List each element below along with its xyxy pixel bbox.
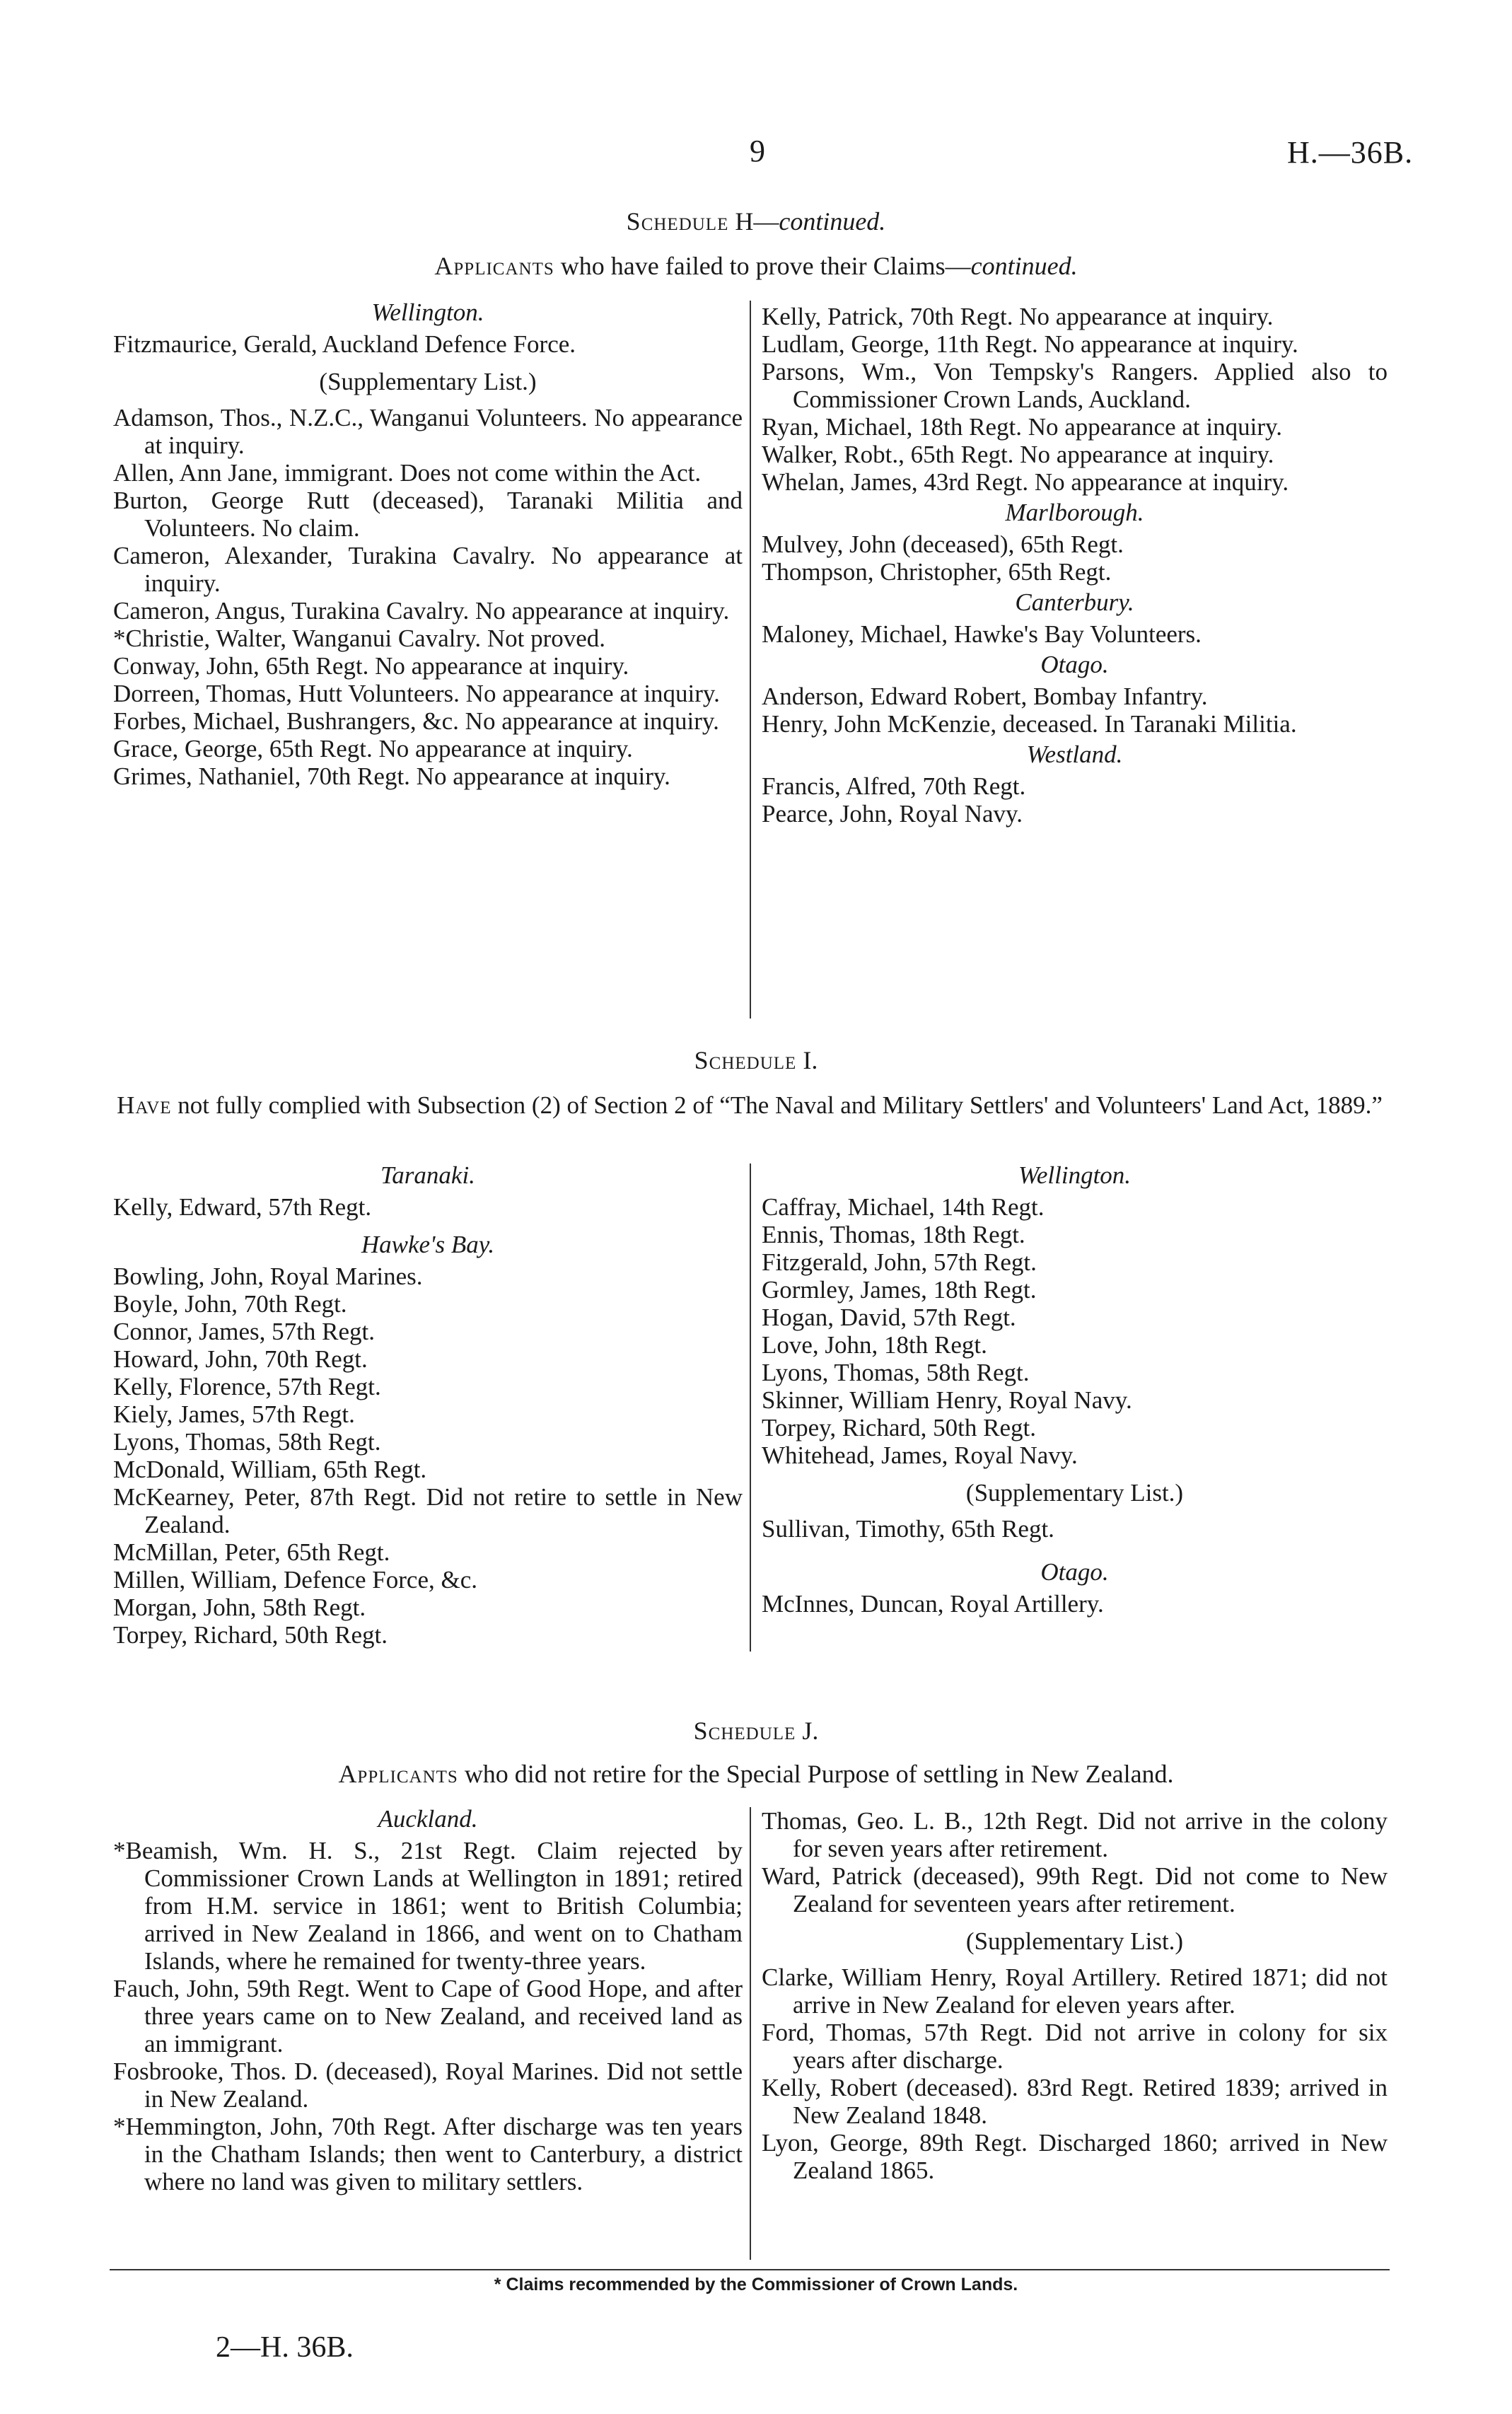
list-item: Fauch, John, 59th Regt. Went to Cape of Good Hope, and after three years came on to New Zealand, and received land as an immigrant. [113,1975,743,2058]
list-item: Dorreen, Thomas, Hutt Volunteers. No appearance at inquiry. [113,680,720,707]
list-item: Ennis, Thomas, 18th Regt. [762,1221,1025,1248]
list-item: Maloney, Michael, Hawke's Bay Volunteers. [762,620,1202,648]
document-code: H.—36B. [1287,135,1414,170]
list-item: McKearney, Peter, 87th Regt. Did not retire to settle in New Zealand. [113,1483,743,1538]
signature-mark: 2—H. 36B. [216,2331,354,2364]
entry-list [762,1590,1388,1618]
list-item: Kelly, Edward, 57th Regt. [113,1193,372,1221]
section-heading: Marlborough. [1005,499,1144,526]
section-heading: Westland. [1026,741,1123,768]
list-item: Ryan, Michael, 18th Regt. No appearance at inquiry. [762,413,1282,441]
list-item: Kelly, Robert (deceased). 83rd Regt. Retired 1839; arrived in New Zealand 1848. [762,2074,1388,2129]
list-item: Lyons, Thomas, 58th Regt. [762,1359,1030,1386]
entry-list [762,1193,1388,1469]
section-heading: Taranaki. [380,1161,475,1189]
schedule-j-left-column [113,1802,743,2195]
list-item: Connor, James, 57th Regt. [113,1318,375,1345]
entry-list [762,620,1388,648]
schedule-j-subtitle: Applicants who did not retire for the Special Purpose of settling in New Zealand. [338,1760,1174,1788]
section-heading: Canterbury. [1015,588,1134,616]
list-item: Caffray, Michael, 14th Regt. [762,1193,1045,1221]
entry-list [113,1193,743,1221]
list-item: Sullivan, Timothy, 65th Regt. [762,1515,1054,1543]
list-item: Mulvey, John (deceased), 65th Regt. [762,530,1124,558]
supplementary-heading: (Supplementary List.) [965,1479,1184,1507]
list-item: Ford, Thomas, 57th Regt. Did not arrive in colony for six years after discharge. [762,2019,1388,2074]
schedule-i-right-column [762,1159,1388,1618]
list-item: Gormley, James, 18th Regt. [762,1276,1037,1304]
column-divider [750,1807,751,2260]
entry-list [762,683,1388,738]
list-item: Kelly, Florence, 57th Regt. [113,1373,381,1400]
list-item: Fitzgerald, John, 57th Regt. [762,1248,1037,1276]
list-item: Millen, William, Defence Force, &c. [113,1566,478,1594]
list-item: Thompson, Christopher, 65th Regt. [762,558,1112,586]
list-item: *Christie, Walter, Wanganui Cavalry. Not proved. [113,625,606,652]
schedule-h-left-column [113,296,743,790]
list-item: Ward, Patrick (deceased), 99th Regt. Did not come to New Zealand for seventeen years after retirement. [762,1862,1388,1917]
list-item: McInnes, Duncan, Royal Artillery. [762,1590,1104,1618]
list-item: Love, John, 18th Regt. [762,1331,987,1359]
schedule-h-title: Schedule H—continued. [626,207,886,236]
section-heading: Wellington. [371,298,484,326]
supplementary-heading: (Supplementary List.) [965,1927,1184,1955]
entry-list [762,303,1388,496]
schedule-i-intro: Have not fully complied with Subsection (2) of Section 2 of “The Naval and Military Settlers' and Volunteers' Land Act, 1889.” [117,1091,1383,1119]
list-item: Kiely, James, 57th Regt. [113,1400,355,1428]
list-item: Grimes, Nathaniel, 70th Regt. No appearance at inquiry. [113,762,670,790]
list-item: Walker, Robt., 65th Regt. No appearance at inquiry. [762,441,1274,468]
schedule-i-left-column [113,1159,743,1649]
page-number: 9 [750,134,765,168]
list-item: Boyle, John, 70th Regt. [113,1290,347,1318]
entry-list [113,1837,743,2195]
entry-list [762,530,1388,586]
list-item: Francis, Alfred, 70th Regt. [762,772,1026,800]
list-item: Whitehead, James, Royal Navy. [762,1441,1078,1469]
list-item: *Hemmington, John, 70th Regt. After discharge was ten years in the Chatham Islands; then went to Canterbury, a district where no land was given to military settlers. [113,2113,743,2195]
list-item: Torpey, Richard, 50th Regt. [762,1414,1036,1441]
list-item: Fitzmaurice, Gerald, Auckland Defence Force. [113,330,576,358]
section-heading: Otago. [1040,1558,1109,1586]
entry-list [762,1807,1388,1917]
list-item: *Beamish, Wm. H. S., 21st Regt. Claim rejected by Commissioner Crown Lands at Wellington in 1891; retired from H.M. service in 1861; went to British Columbia; arrived in New Zealand in 1866, and went on to Chatham Islands, where he remained for twenty-three years. [113,1837,743,1975]
list-item: Morgan, John, 58th Regt. [113,1594,366,1621]
entry-list [762,772,1388,828]
list-item: McMillan, Peter, 65th Regt. [113,1538,390,1566]
section-heading: Otago. [1040,651,1109,678]
list-item: Kelly, Patrick, 70th Regt. No appearance at inquiry. [762,303,1274,330]
list-item: Allen, Ann Jane, immigrant. Does not come within the Act. [113,459,702,487]
footnote-rule [110,2269,1390,2270]
list-item: Clarke, William Henry, Royal Artillery. Retired 1871; did not arrive in New Zealand for eleven years after. [762,1963,1388,2019]
section-heading: Hawke's Bay. [361,1231,495,1258]
list-item: Torpey, Richard, 50th Regt. [113,1621,388,1649]
list-item: Fosbrooke, Thos. D. (deceased), Royal Marines. Did not settle in New Zealand. [113,2058,743,2113]
schedule-j-title: Schedule J. [693,1717,819,1745]
list-item: Conway, John, 65th Regt. No appearance at inquiry. [113,652,629,680]
list-item: Hogan, David, 57th Regt. [762,1304,1016,1331]
schedule-i-title: Schedule I. [694,1046,818,1074]
list-item: Burton, George Rutt (deceased), Taranaki Militia and Volunteers. No claim. [113,487,743,542]
schedule-h-subtitle: Applicants who have failed to prove their Claims—continued. [434,252,1078,280]
list-item: Parsons, Wm., Von Tempsky's Rangers. Applied also to Commissioner Crown Lands, Auckland. [762,358,1388,413]
entry-list [762,1515,1388,1543]
list-item: Ludlam, George, 11th Regt. No appearance at inquiry. [762,330,1298,358]
list-item: Skinner, William Henry, Royal Navy. [762,1386,1132,1414]
schedule-h-right-column [762,303,1388,828]
entry-list [762,1963,1388,2184]
list-item: Lyons, Thomas, 58th Regt. [113,1428,381,1456]
list-item: Forbes, Michael, Bushrangers, &c. No appearance at inquiry. [113,707,719,735]
entry-list [113,330,743,358]
schedule-j-right-column [762,1807,1388,2184]
section-heading: Auckland. [378,1805,478,1833]
entry-list [113,1263,743,1649]
list-item: Whelan, James, 43rd Regt. No appearance at inquiry. [762,468,1289,496]
list-item: McDonald, William, 65th Regt. [113,1456,427,1483]
section-heading: Wellington. [1018,1161,1132,1189]
list-item: Adamson, Thos., N.Z.C., Wanganui Volunteers. No appearance at inquiry. [113,404,743,459]
list-item: Howard, John, 70th Regt. [113,1345,368,1373]
list-item: Thomas, Geo. L. B., 12th Regt. Did not arrive in the colony for seven years after retirement. [762,1807,1388,1862]
footnote: * Claims recommended by the Commissioner of Crown Lands. [494,2275,1018,2294]
supplementary-heading: (Supplementary List.) [319,368,537,395]
list-item: Anderson, Edward Robert, Bombay Infantry. [762,683,1208,710]
list-item: Grace, George, 65th Regt. No appearance at inquiry. [113,735,633,762]
list-item: Cameron, Alexander, Turakina Cavalry. No appearance at inquiry. [113,542,743,597]
list-item: Henry, John McKenzie, deceased. In Taranaki Militia. [762,710,1297,738]
entry-list [113,404,743,790]
list-item: Bowling, John, Royal Marines. [113,1263,423,1290]
column-divider [750,301,751,1019]
list-item: Lyon, George, 89th Regt. Discharged 1860; arrived in New Zealand 1865. [762,2129,1388,2184]
list-item: Pearce, John, Royal Navy. [762,800,1023,828]
column-divider [750,1164,751,1652]
list-item: Cameron, Angus, Turakina Cavalry. No appearance at inquiry. [113,597,730,625]
